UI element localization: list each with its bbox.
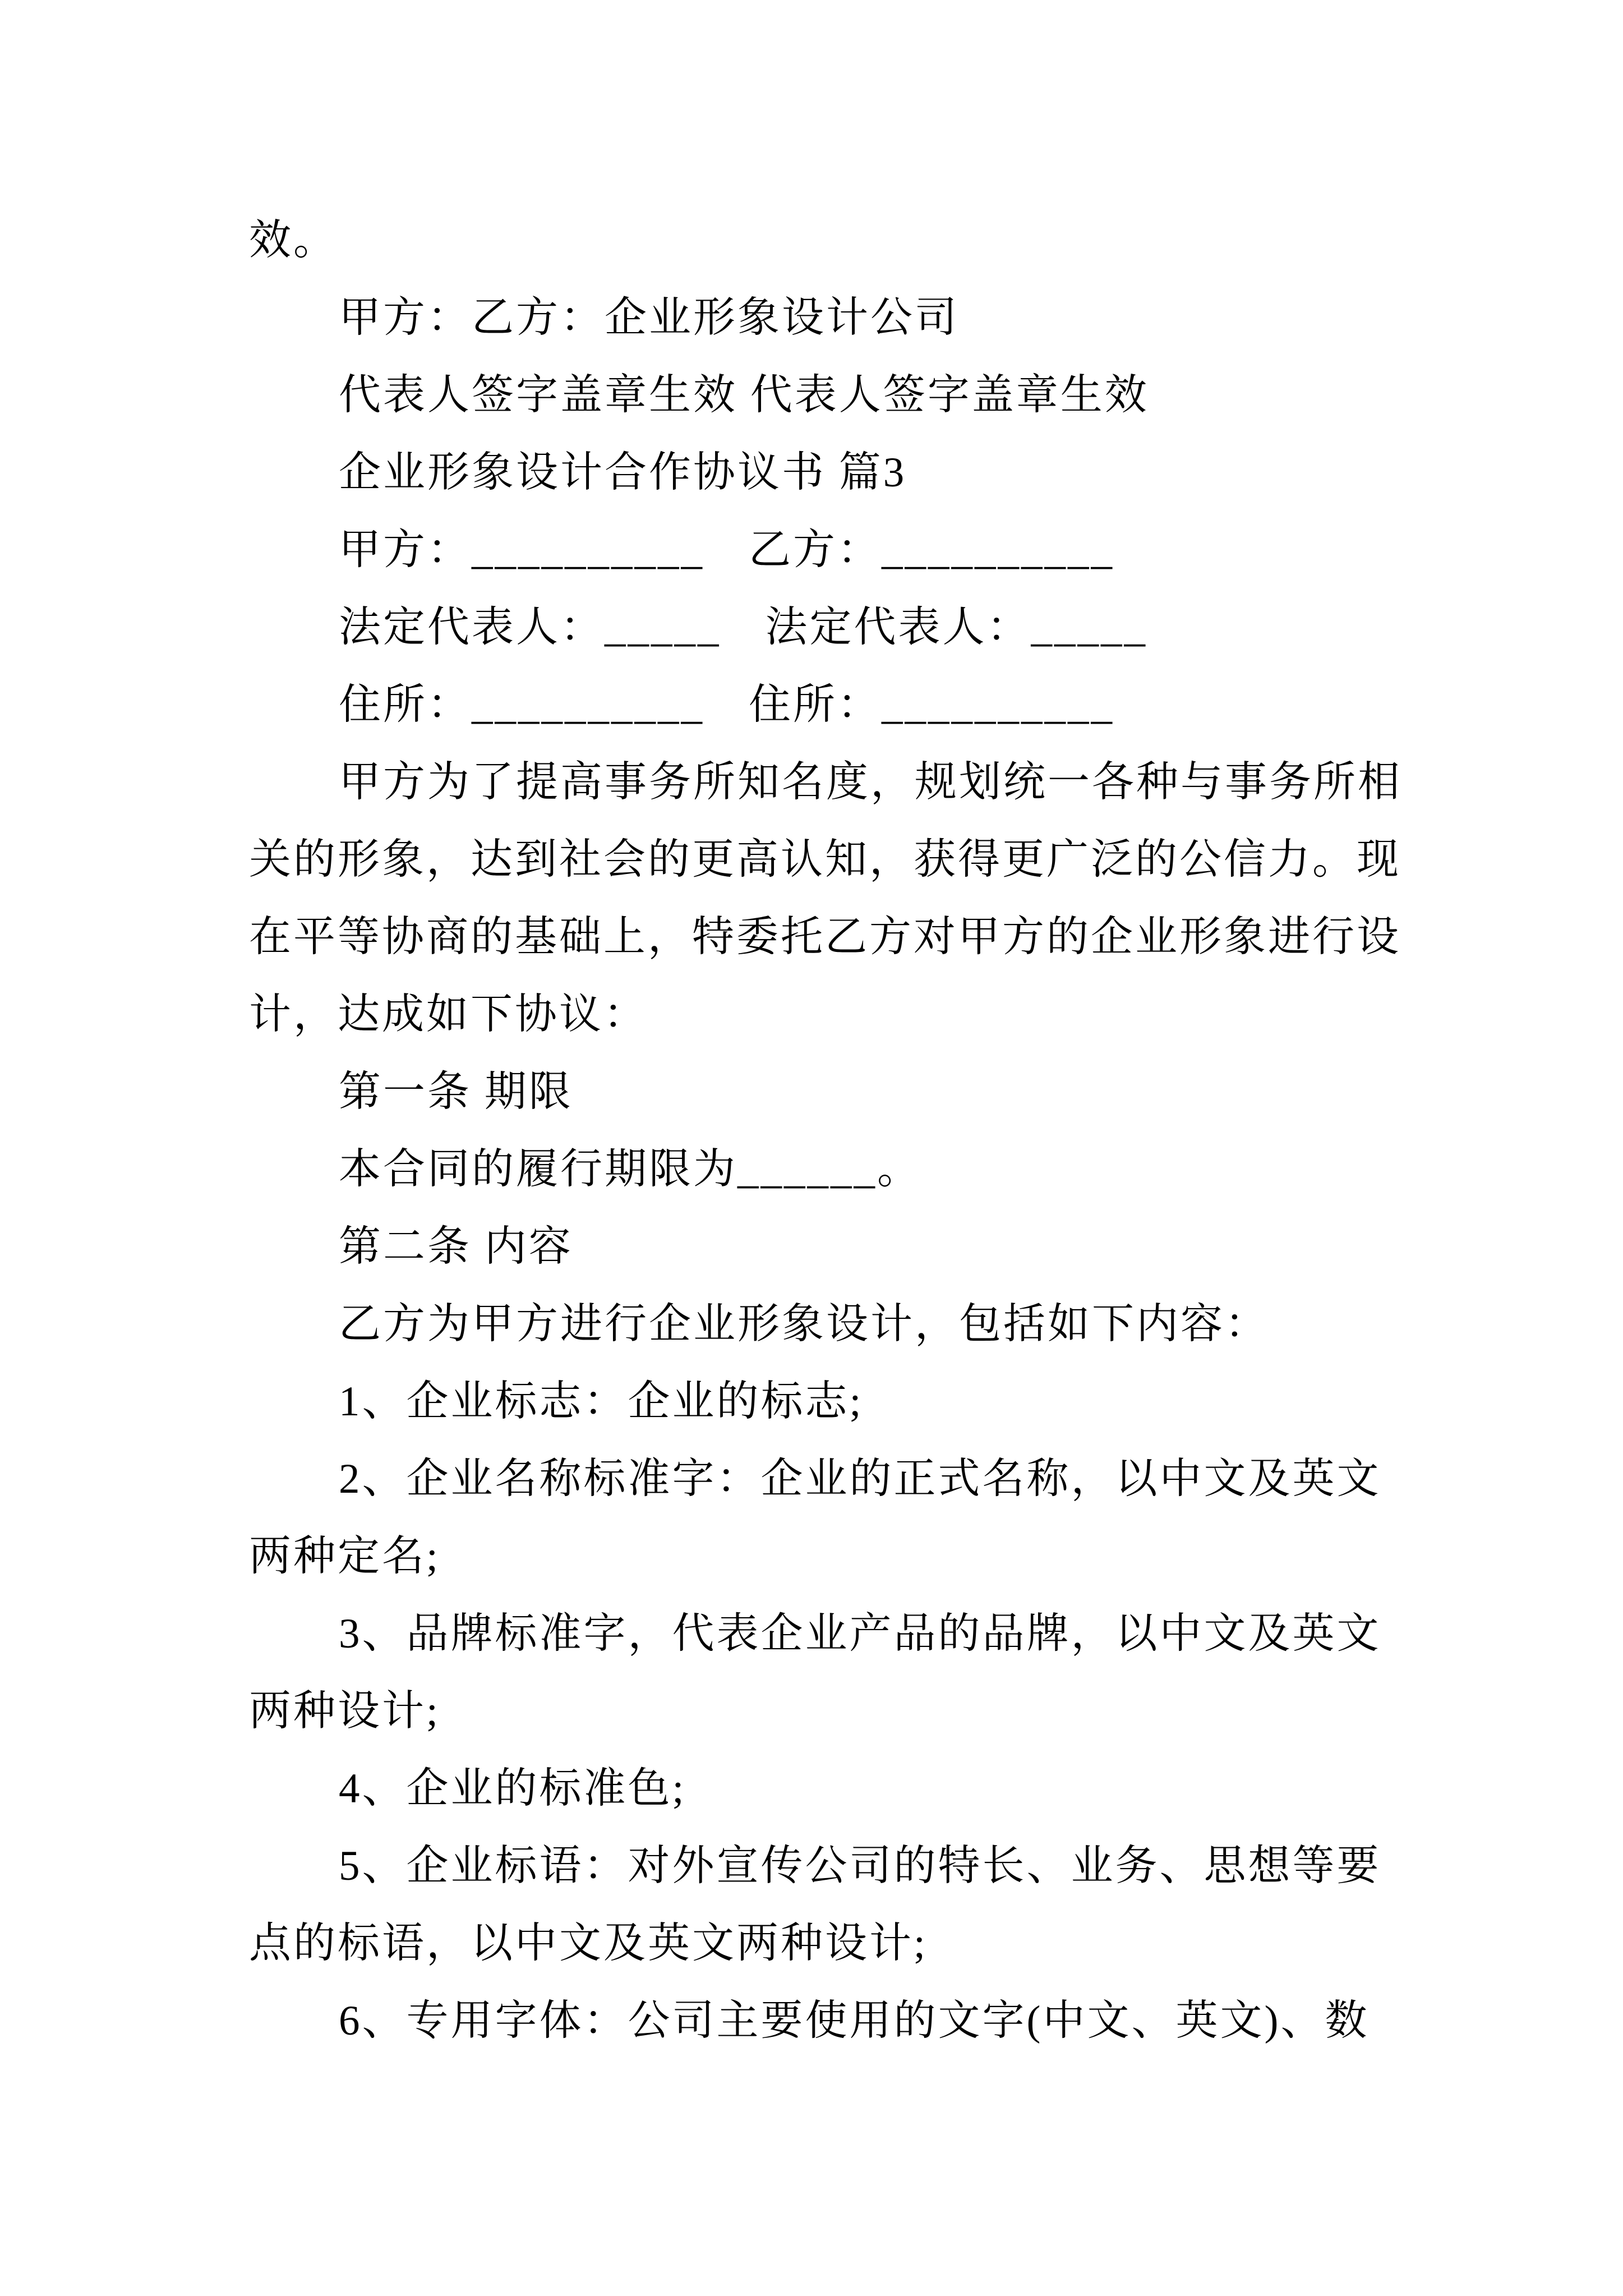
text-line-15: 乙方为甲方进行企业形象设计，包括如下内容： [339, 1301, 1270, 1347]
text-line-19: 3、品牌标准字，代表企业产品的品牌，以中文及英文 [339, 1611, 1381, 1657]
text-line-10: 在平等协商的基础上，特委托乙方对甲方的企业形象进行设 [249, 914, 1401, 960]
text-line-12: 第一条 期限 [339, 1069, 573, 1115]
text-line-4: 企业形象设计合作协议书 篇3 [339, 449, 907, 496]
text-line-18: 两种定名; [249, 1533, 440, 1580]
text-line-1: 效。 [249, 217, 338, 264]
text-line-11: 计，达成如下协议： [249, 991, 648, 1038]
text-line-22: 5、企业标语：对外宣传公司的特长、业务、思想等要 [339, 1843, 1381, 1889]
text-line-21: 4、企业的标准色; [339, 1765, 686, 1812]
text-line-3: 代表人签字盖章生效 代表人签字盖章生效 [339, 372, 1149, 418]
document-body [249, 202, 1404, 2060]
text-line-6: 法定代表人：_____ 法定代表人：_____ [339, 604, 1148, 651]
text-line-2: 甲方：乙方：企业形象设计公司 [339, 295, 960, 341]
text-line-23: 点的标语，以中文及英文两种设计; [249, 1920, 928, 1967]
text-line-9: 关的形象，达到社会的更高认知，获得更广泛的公信力。现 [249, 836, 1401, 883]
text-line-24: 6、专用字体：公司主要使用的文字(中文、英文)、数 [339, 1998, 1370, 2044]
text-line-13: 本合同的履行期限为______。 [339, 1146, 922, 1193]
text-line-5: 甲方：__________ 乙方：__________ [339, 527, 1115, 573]
text-line-8: 甲方为了提高事务所知名度，规划统一各种与事务所相 [339, 759, 1403, 806]
text-line-20: 两种设计; [249, 1688, 440, 1734]
text-line-16: 1、企业标志：企业的标志; [339, 1378, 864, 1425]
text-line-17: 2、企业名称标准字：企业的正式名称，以中文及英文 [339, 1456, 1381, 1502]
text-line-14: 第二条 内容 [339, 1223, 573, 1270]
text-line-7: 住所：__________ 住所：__________ [339, 682, 1115, 728]
